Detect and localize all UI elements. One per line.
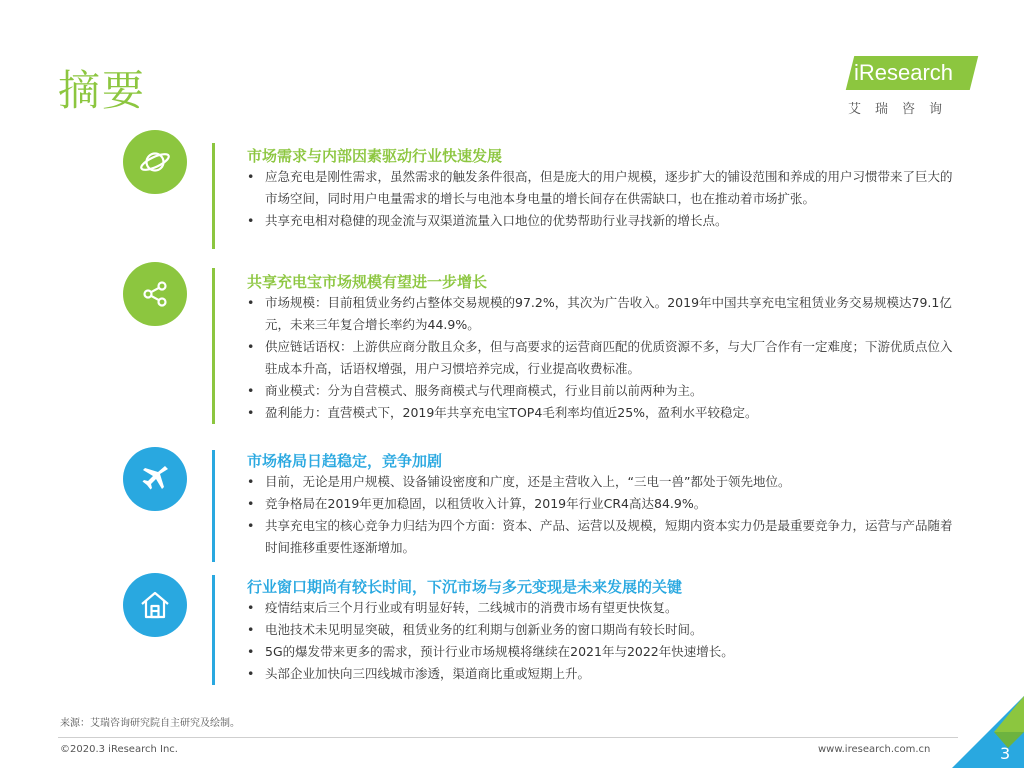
bullet-list [247,292,962,424]
section-divider [212,268,215,424]
logo-text: iResearch [854,60,954,85]
bullet-item: • 5G的爆发带来更多的需求，预计行业市场规模将继续在2021年与2022年快速增长。 [247,641,962,663]
website-link[interactable]: www.iresearch.com.cn [818,744,931,755]
logo-chinese-text: 艾瑞咨询 [848,102,957,117]
bullet-list [247,471,962,559]
share-icon [123,262,187,326]
iresearch-logo [846,56,974,118]
section-divider [212,575,215,685]
bullet-item: • 应急充电是刚性需求，虽然需求的触发条件很高，但是庞大的用户规模，逐步扩大的铺设范围和养成的用户习惯带来了巨大的市场空间，同时用户电量需求的增长与电池本身电量的增长间存在供需缺口，也在推动着市场扩张。 [247,166,962,210]
corner-decoration [944,688,1024,768]
copyright-text: ©2020.3 iResearch Inc. [60,744,178,755]
bullet-item: • 共享充电相对稳健的现金流与双渠道流量入口地位的优势帮助行业寻找新的增长点。 [247,210,962,232]
bullet-item: • 共享充电宝的核心竞争力归结为四个方面：资本、产品、运营以及规模，短期内资本实力仍是最重要竞争力，运营与产品随着时间推移重要性逐渐增加。 [247,515,962,559]
bullet-list [247,597,962,685]
section-title: 市场需求与内部因素驱动行业快速发展 [247,147,503,165]
section-title: 市场格局日趋稳定，竞争加剧 [247,452,443,470]
page-number: 3 [1000,744,1011,763]
planet-icon [123,130,187,194]
section-title: 共享充电宝市场规模有望进一步增长 [247,273,488,291]
bullet-item: • 竞争格局在2019年更加稳固，以租赁收入计算，2019年行业CR4高达84.9%。 [247,493,962,515]
bullet-item: • 商业模式：分为自营模式、服务商模式与代理商模式，行业目前以前两种为主。 [247,380,962,402]
bullet-list [247,166,962,232]
section-divider [212,143,215,249]
bullet-item: • 目前，无论是用户规模、设备铺设密度和广度，还是主营收入上，“三电一兽”都处于领先地位。 [247,471,962,493]
bullet-item: • 头部企业加快向三四线城市渗透，渠道商比重或短期上升。 [247,663,962,685]
section-title: 行业窗口期尚有较长时间，下沉市场与多元变现是未来发展的关键 [247,578,683,596]
house-icon [123,573,187,637]
bullet-item: • 供应链话语权：上游供应商分散且众多，但与高要求的运营商匹配的优质资源不多，与大厂合作有一定难度；下游优质点位入驻成本升高，话语权增强，用户习惯培养完成，行业提高收费标准。 [247,336,962,380]
source-note: 来源：艾瑞咨询研究院自主研究及绘制。 [60,718,240,729]
bullet-item: • 电池技术未见明显突破，租赁业务的红利期与创新业务的窗口期尚有较长时间。 [247,619,962,641]
section-divider [212,450,215,562]
bullet-item: • 疫情结束后三个月行业或有明显好转，二线城市的消费市场有望更快恢复。 [247,597,962,619]
bullet-item: • 市场规模：目前租赁业务约占整体交易规模的97.2%，其次为广告收入。2019年中国共享充电宝租赁业务交易规模达79.1亿元，未来三年复合增长率约为44.9%。 [247,292,962,336]
airplane-icon [123,447,187,511]
page-title: 摘要 [58,66,147,115]
bullet-item: • 盈利能力：直营模式下，2019年共享充电宝TOP4毛利率均值近25%，盈利水平较稳定。 [247,402,962,424]
footer-divider [58,737,958,738]
